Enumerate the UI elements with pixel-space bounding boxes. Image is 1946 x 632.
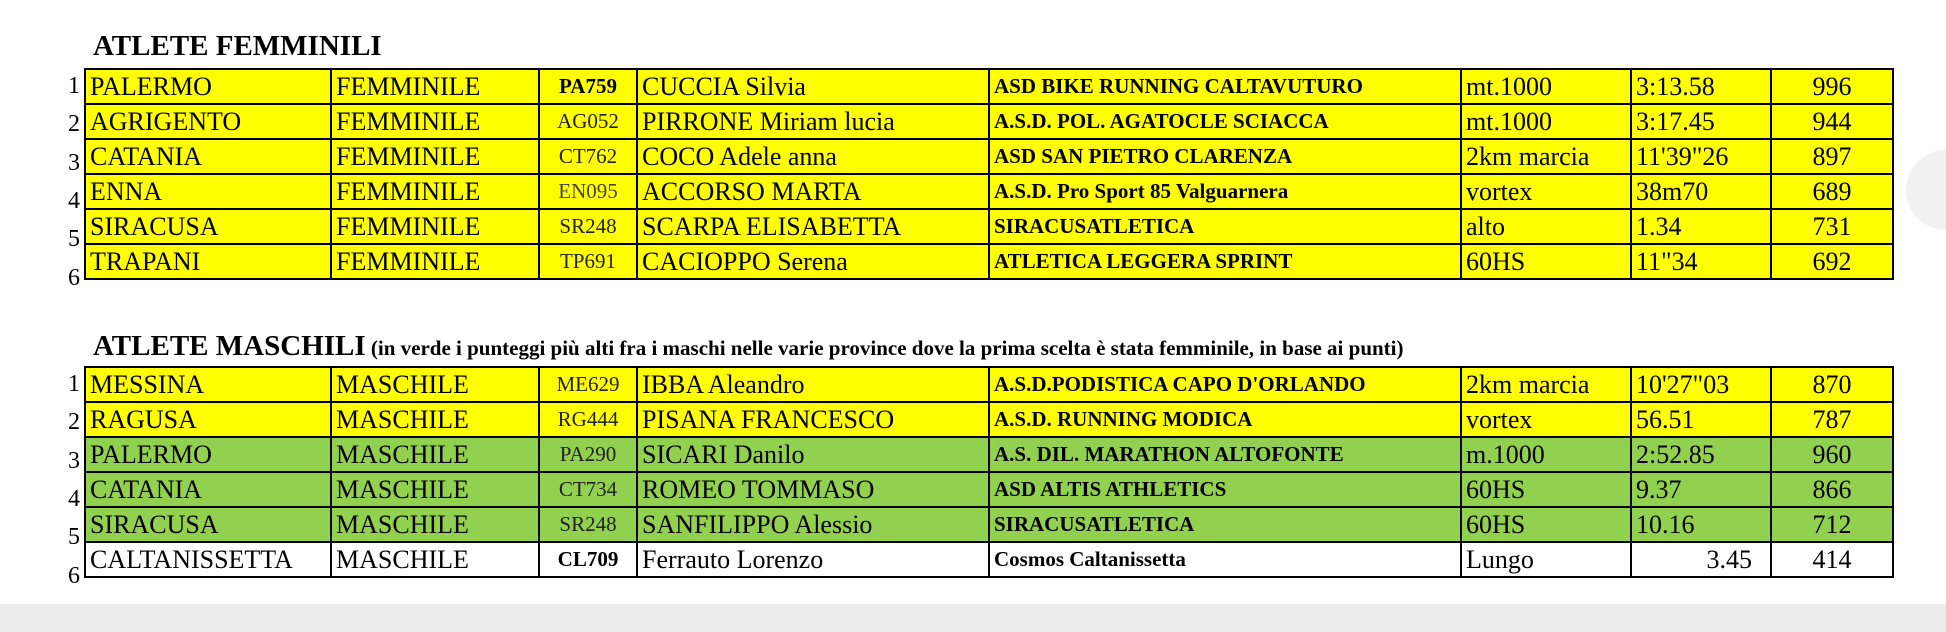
table-row xyxy=(85,402,1893,437)
team-cell: A.S.D. Pro Sport 85 Valguarnera xyxy=(989,174,1461,209)
result-cell: 9.37 xyxy=(1631,472,1771,507)
table-row xyxy=(85,104,1893,139)
athlete-code-cell: RG444 xyxy=(539,402,637,437)
athlete-name-cell: CACIOPPO Serena xyxy=(637,244,989,279)
male-title-text: ATLETE MASCHILI xyxy=(93,330,366,362)
row-number: 6 xyxy=(68,562,80,589)
row-number: 2 xyxy=(68,111,80,138)
athlete-code-cell: PA759 xyxy=(539,69,637,104)
province-cell: RAGUSA xyxy=(85,402,331,437)
event-cell: 60HS xyxy=(1461,472,1631,507)
athlete-name-cell: Ferrauto Lorenzo xyxy=(637,542,989,577)
female-athletes-table xyxy=(84,68,1894,280)
table-row xyxy=(85,367,1893,402)
points-cell: 414 xyxy=(1771,542,1893,577)
team-cell: ATLETICA LEGGERA SPRINT xyxy=(989,244,1461,279)
province-cell: PALERMO xyxy=(85,437,331,472)
category-cell: FEMMINILE xyxy=(331,139,539,174)
table-row xyxy=(85,174,1893,209)
team-cell: A.S.D. POL. AGATOCLE SCIACCA xyxy=(989,104,1461,139)
result-cell: 38m70 xyxy=(1631,174,1771,209)
row-number: 5 xyxy=(68,226,80,253)
province-cell: ENNA xyxy=(85,174,331,209)
event-cell: alto xyxy=(1461,209,1631,244)
category-cell: MASCHILE xyxy=(331,472,539,507)
province-cell: CALTANISSETTA xyxy=(85,542,331,577)
points-cell: 960 xyxy=(1771,437,1893,472)
result-cell: 3:17.45 xyxy=(1631,104,1771,139)
athlete-code-cell: TP691 xyxy=(539,244,637,279)
row-number: 4 xyxy=(68,485,80,512)
athlete-name-cell: PISANA FRANCESCO xyxy=(637,402,989,437)
athlete-code-cell: CT734 xyxy=(539,472,637,507)
team-cell: ASD SAN PIETRO CLARENZA xyxy=(989,139,1461,174)
row-number: 3 xyxy=(68,447,80,474)
athlete-code-cell: SR248 xyxy=(539,209,637,244)
result-cell: 3.45 xyxy=(1631,542,1771,577)
team-cell: ASD ALTIS ATHLETICS xyxy=(989,472,1461,507)
athlete-code-cell: AG052 xyxy=(539,104,637,139)
team-cell: ASD BIKE RUNNING CALTAVUTURO xyxy=(989,69,1461,104)
points-cell: 692 xyxy=(1771,244,1893,279)
table-row xyxy=(85,69,1893,104)
category-cell: FEMMINILE xyxy=(331,174,539,209)
category-cell: MASCHILE xyxy=(331,367,539,402)
table-row xyxy=(85,244,1893,279)
athlete-name-cell: SICARI Danilo xyxy=(637,437,989,472)
result-cell: 11"34 xyxy=(1631,244,1771,279)
event-cell: 2km marcia xyxy=(1461,367,1631,402)
row-number: 5 xyxy=(68,524,80,551)
points-cell: 996 xyxy=(1771,69,1893,104)
athlete-name-cell: SANFILIPPO Alessio xyxy=(637,507,989,542)
points-cell: 866 xyxy=(1771,472,1893,507)
team-cell: A.S.D.PODISTICA CAPO D'ORLANDO xyxy=(989,367,1461,402)
table-row xyxy=(85,139,1893,174)
team-cell: A.S.D. RUNNING MODICA xyxy=(989,402,1461,437)
row-number: 1 xyxy=(68,371,80,397)
points-cell: 731 xyxy=(1771,209,1893,244)
category-cell: FEMMINILE xyxy=(331,104,539,139)
category-cell: FEMMINILE xyxy=(331,244,539,279)
province-cell: PALERMO xyxy=(85,69,331,104)
athlete-code-cell: SR248 xyxy=(539,507,637,542)
points-cell: 712 xyxy=(1771,507,1893,542)
table-row xyxy=(85,472,1893,507)
female-section-title xyxy=(93,30,382,63)
event-cell: mt.1000 xyxy=(1461,69,1631,104)
team-cell: A.S. DIL. MARATHON ALTOFONTE xyxy=(989,437,1461,472)
row-number: 2 xyxy=(68,409,80,436)
male-athletes-table xyxy=(84,366,1894,578)
table-row xyxy=(85,209,1893,244)
result-cell: 11'39"26 xyxy=(1631,139,1771,174)
athlete-code-cell: PA290 xyxy=(539,437,637,472)
athlete-name-cell: PIRRONE Miriam lucia xyxy=(637,104,989,139)
athlete-code-cell: ME629 xyxy=(539,367,637,402)
points-cell: 787 xyxy=(1771,402,1893,437)
result-cell: 2:52.85 xyxy=(1631,437,1771,472)
row-number: 4 xyxy=(68,187,80,214)
category-cell: FEMMINILE xyxy=(331,209,539,244)
male-section-title xyxy=(93,330,1404,363)
event-cell: vortex xyxy=(1461,174,1631,209)
province-cell: SIRACUSA xyxy=(85,209,331,244)
category-cell: MASCHILE xyxy=(331,437,539,472)
row-number: 1 xyxy=(68,73,80,99)
table-row xyxy=(85,437,1893,472)
male-title-note: (in verde i punteggi più alti fra i maschi nelle varie province dove la prima scelta è stata femminile, in base ai punti) xyxy=(365,336,1404,360)
table-row xyxy=(85,507,1893,542)
result-cell: 10'27"03 xyxy=(1631,367,1771,402)
athlete-name-cell: ROMEO TOMMASO xyxy=(637,472,989,507)
row-number: 6 xyxy=(68,264,80,291)
team-cell: SIRACUSATLETICA xyxy=(989,507,1461,542)
athlete-name-cell: SCARPA ELISABETTA xyxy=(637,209,989,244)
athlete-name-cell: COCO Adele anna xyxy=(637,139,989,174)
points-cell: 689 xyxy=(1771,174,1893,209)
event-cell: vortex xyxy=(1461,402,1631,437)
event-cell: 2km marcia xyxy=(1461,139,1631,174)
event-cell: 60HS xyxy=(1461,507,1631,542)
result-cell: 56.51 xyxy=(1631,402,1771,437)
table-row xyxy=(85,542,1893,577)
category-cell: MASCHILE xyxy=(331,402,539,437)
athlete-name-cell: IBBA Aleandro xyxy=(637,367,989,402)
event-cell: 60HS xyxy=(1461,244,1631,279)
row-number: 3 xyxy=(68,149,80,176)
result-cell: 1.34 xyxy=(1631,209,1771,244)
athlete-name-cell: ACCORSO MARTA xyxy=(637,174,989,209)
points-cell: 944 xyxy=(1771,104,1893,139)
athlete-name-cell: CUCCIA Silvia xyxy=(637,69,989,104)
province-cell: CATANIA xyxy=(85,139,331,174)
result-cell: 10.16 xyxy=(1631,507,1771,542)
result-cell: 3:13.58 xyxy=(1631,69,1771,104)
team-cell: Cosmos Caltanissetta xyxy=(989,542,1461,577)
event-cell: mt.1000 xyxy=(1461,104,1631,139)
athlete-code-cell: CT762 xyxy=(539,139,637,174)
province-cell: CATANIA xyxy=(85,472,331,507)
athlete-code-cell: CL709 xyxy=(539,542,637,577)
province-cell: AGRIGENTO xyxy=(85,104,331,139)
athlete-code-cell: EN095 xyxy=(539,174,637,209)
category-cell: MASCHILE xyxy=(331,507,539,542)
points-cell: 870 xyxy=(1771,367,1893,402)
event-cell: m.1000 xyxy=(1461,437,1631,472)
province-cell: SIRACUSA xyxy=(85,507,331,542)
category-cell: FEMMINILE xyxy=(331,69,539,104)
province-cell: TRAPANI xyxy=(85,244,331,279)
points-cell: 897 xyxy=(1771,139,1893,174)
page-edge-shadow xyxy=(1906,150,1946,230)
team-cell: SIRACUSATLETICA xyxy=(989,209,1461,244)
female-title-text: ATLETE FEMMINILI xyxy=(93,30,382,62)
event-cell: Lungo xyxy=(1461,542,1631,577)
category-cell: MASCHILE xyxy=(331,542,539,577)
bottom-scroll-bar xyxy=(0,604,1946,632)
province-cell: MESSINA xyxy=(85,367,331,402)
